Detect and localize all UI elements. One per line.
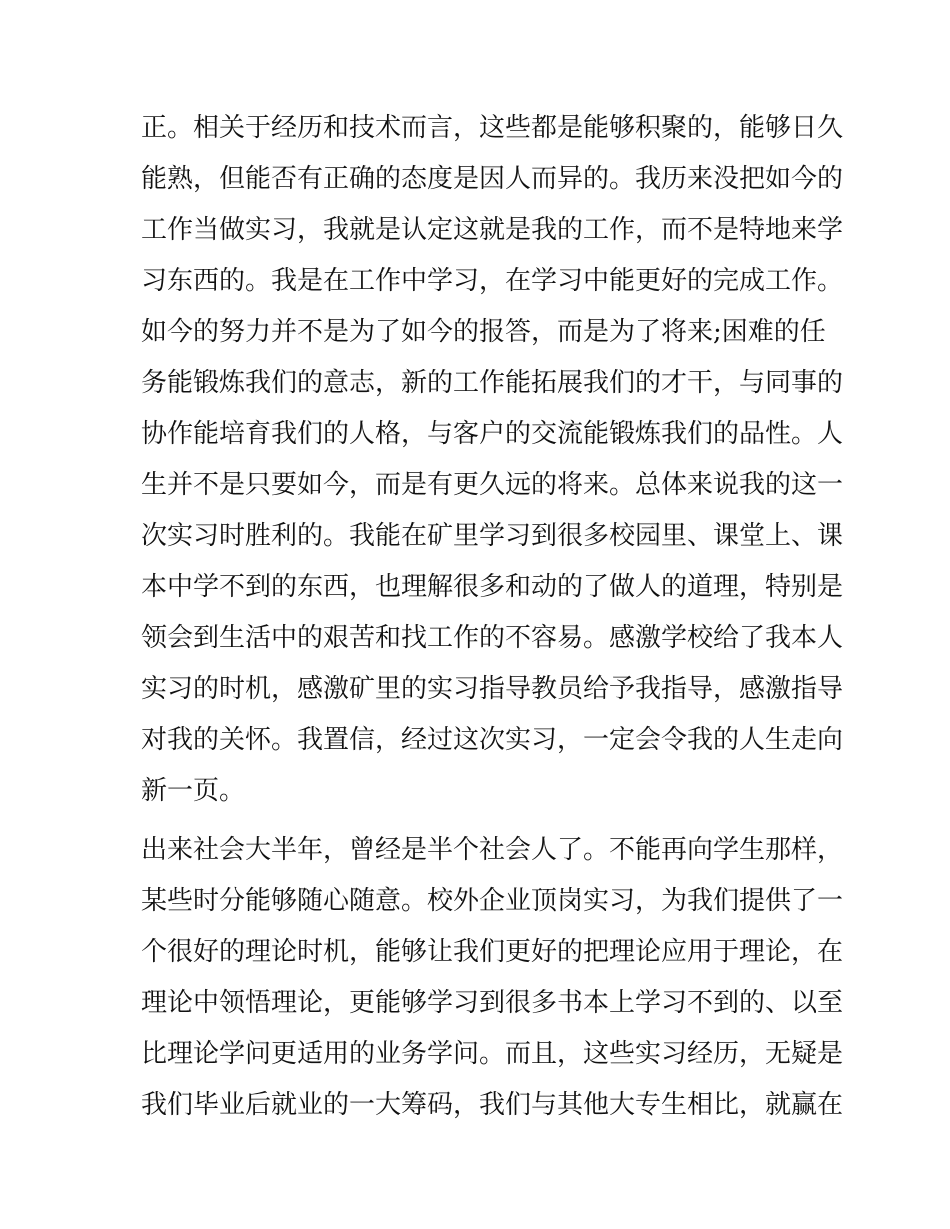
paragraph-2-line-3: 个很好的理论时机，能够让我们更好的把理论应用于理论，在 xyxy=(141,937,844,967)
paragraph-1-line-4: 习东西的。我是在工作中学习，在学习中能更好的完成工作。 xyxy=(141,266,844,296)
paragraph-1-line-14: 新一页。 xyxy=(141,776,246,806)
document-body xyxy=(141,103,844,1131)
paragraph-1-line-13: 对我的关怀。我置信，经过这次实习，一定会令我的人生走向 xyxy=(141,725,844,755)
paragraph-1-line-11: 领会到生活中的艰苦和找工作的不容易。感激学校给了我本人 xyxy=(141,623,844,653)
paragraph-1-line-7: 协作能培育我们的人格，与客户的交流能锻炼我们的品性。人 xyxy=(141,419,844,449)
paragraph-1-line-9: 次实习时胜利的。我能在矿里学习到很多校园里、课堂上、课 xyxy=(141,521,844,551)
paragraph-2-line-4: 理论中领悟理论，更能够学习到很多书本上学习不到的、以至 xyxy=(141,988,844,1018)
paragraph-1-line-6: 务能锻炼我们的意志，新的工作能拓展我们的才干，与同事的 xyxy=(141,368,844,398)
paragraph-1-line-3: 工作当做实习，我就是认定这就是我的工作，而不是特地来学 xyxy=(141,215,844,245)
paragraph-2-line-5: 比理论学问更适用的业务学问。而且，这些实习经历，无疑是 xyxy=(141,1039,844,1069)
paragraph-2-line-1: 出来社会大半年，曾经是半个社会人了。不能再向学生那样， xyxy=(141,835,844,865)
paragraph-1-line-2: 能熟，但能否有正确的态度是因人而异的。我历来没把如今的 xyxy=(141,164,844,194)
paragraph-1-line-1: 正。相关于经历和技术而言，这些都是能够积聚的，能够日久 xyxy=(141,113,844,143)
paragraph-1-line-8: 生并不是只要如今，而是有更久远的将来。总体来说我的这一 xyxy=(141,470,844,500)
paragraph-1-line-5: 如今的努力并不是为了如今的报答，而是为了将来;困难的任 xyxy=(141,317,826,347)
paragraph-1-line-10: 本中学不到的东西，也理解很多和动的了做人的道理，特别是 xyxy=(141,572,844,602)
paragraph-2-line-2: 某些时分能够随心随意。校外企业顶岗实习，为我们提供了一 xyxy=(141,886,844,916)
paragraph-2-line-6: 我们毕业后就业的一大筹码，我们与其他大专生相比，就赢在 xyxy=(141,1090,844,1120)
paragraph-1-line-12: 实习的时机，感激矿里的实习指导教员给予我指导，感激指导 xyxy=(141,674,844,704)
